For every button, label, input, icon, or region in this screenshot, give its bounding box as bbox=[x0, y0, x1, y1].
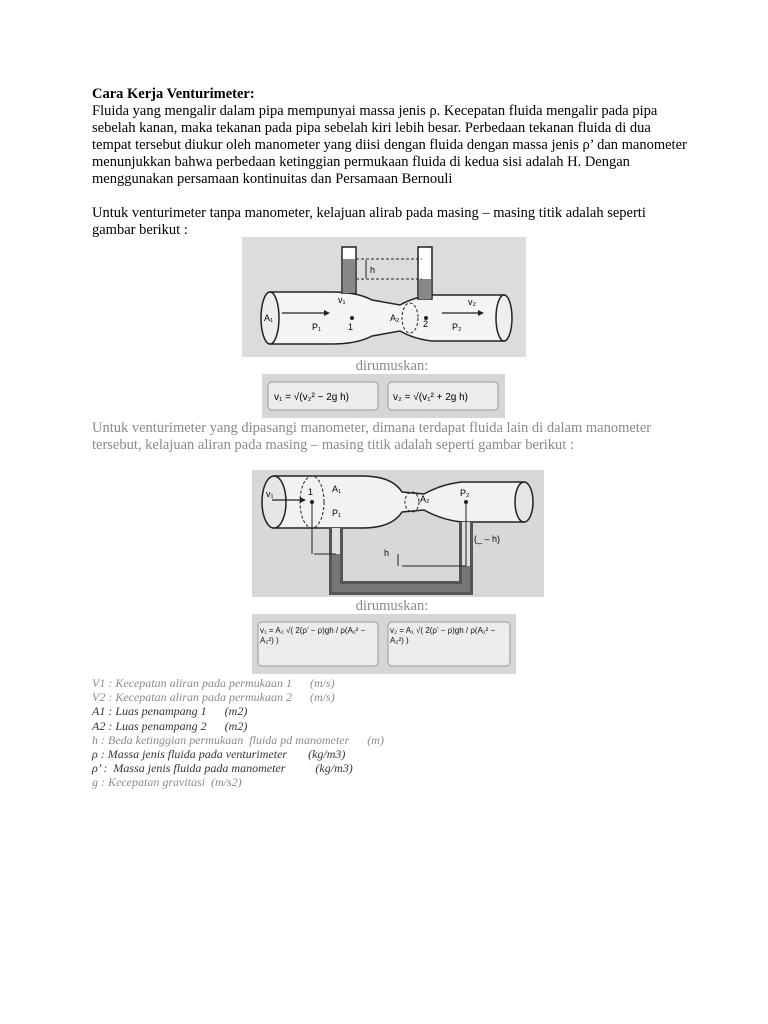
legend-item-a1: A1 : Luas penampang 1 (m2) bbox=[92, 704, 248, 719]
paragraph-2: Untuk venturimeter tanpa manometer, kelajuan alirab pada masing – masing titik adalah seperti gambar berikut : bbox=[92, 205, 646, 238]
label-P1: P₁ bbox=[312, 322, 322, 332]
label-v2: v₂ bbox=[468, 297, 476, 307]
formula-1-left: v₁ = √(v₂² − 2g h) bbox=[274, 392, 349, 403]
label-point-1: 1 bbox=[348, 322, 354, 332]
paragraph-3: Untuk venturimeter yang dipasangi manometer, dimana terdapat fluida lain di dalam manometer tersebut, kelajuan aliran pada masing – masing titik adalah seperti gambar berikut : bbox=[92, 420, 652, 453]
formula-1-right: v₂ = √(v₁² + 2g h) bbox=[393, 392, 468, 403]
pipe-2-left-end bbox=[262, 476, 286, 528]
paragraph-1: Fluida yang mengalir dalam pipa mempunyai massa jenis ρ. Kecepatan fluida mengalir pada pipa sebelah kanan, maka tekanan pada pipa sebelah kiri lebih besar. Perbedaan tekanan fluida di dua tempat tersebut diukur oleh manometer yang diisi dengan fluida dengan massa jenis ρ’ dan manometer menunjukkan bahwa perbedaan ketinggian permukaan fluida di kedua sisi adalah H. Dengan menggunakan persamaan kontinuitas dan Persamaan Bernouli bbox=[92, 103, 687, 187]
formula-box-1 bbox=[262, 374, 505, 418]
formula-2-right: v₂ = A₁ √( 2(ρ’ − ρ)gh / ρ(A₁² − A₂²) ) bbox=[390, 626, 496, 645]
document-body bbox=[92, 86, 692, 239]
p2-dot bbox=[464, 500, 468, 504]
dirumuskan-label-2: dirumuskan: bbox=[355, 598, 429, 614]
figure-venturimeter-dengan-manometer bbox=[252, 470, 544, 597]
label2-point-1: 1 bbox=[308, 487, 314, 497]
point-1-dot bbox=[350, 316, 354, 320]
legend-item-rho: ρ : Massa jenis fluida pada venturimeter (kg/m3) bbox=[92, 747, 346, 762]
label2-right-h: (_ – h) bbox=[474, 534, 501, 544]
legend-item-v2: V2 : Kecepatan aliran pada permukaan 2 (m/s) bbox=[92, 690, 335, 705]
label2-A1: A₁ bbox=[332, 484, 342, 494]
pipe-right-end bbox=[496, 295, 512, 341]
pipe-2-right-end bbox=[515, 482, 533, 522]
spacer bbox=[92, 188, 692, 205]
tube-left-fluid bbox=[343, 259, 355, 293]
label2-P2: P₂ bbox=[460, 488, 470, 498]
label-point-2: 2 bbox=[423, 319, 429, 329]
label-A1: A₁ bbox=[264, 313, 274, 323]
p1-dot bbox=[310, 500, 314, 504]
label-A2: A₂ bbox=[390, 313, 400, 323]
legend-item-h: h : Beda ketinggian permukaan fluida pd manometer (m) bbox=[92, 732, 384, 747]
legend-item-a2: A2 : Luas penampang 2 (m2) bbox=[92, 718, 248, 733]
tube-right-fluid bbox=[419, 279, 431, 299]
label-h: h bbox=[370, 265, 376, 275]
formula-2-left: v₁ = A₂ √( 2(ρ’ − ρ)gh / ρ(A₁² − A₂²) ) bbox=[260, 626, 366, 645]
doc-title: Cara Kerja Venturimeter: bbox=[92, 86, 255, 102]
legend-item-g: g : Kecepatan gravitasi (m/s2) bbox=[92, 775, 242, 790]
label2-A2: A₂ bbox=[420, 494, 430, 504]
label2-P1: P₁ bbox=[332, 508, 342, 518]
dirumuskan-label-1: dirumuskan: bbox=[355, 358, 429, 374]
formula-box-2 bbox=[252, 614, 516, 674]
legend-list bbox=[92, 676, 512, 790]
legend-item-v1: V1 : Kecepatan aliran pada permukaan 1 (m/s) bbox=[92, 676, 335, 690]
label-P2: P₂ bbox=[452, 322, 462, 332]
figure-venturimeter-tanpa-manometer bbox=[242, 237, 526, 357]
label-v1: v₁ bbox=[338, 295, 346, 305]
label2-v1: v₁ bbox=[266, 489, 274, 499]
label2-h: h bbox=[384, 548, 390, 558]
legend-item-rho-prime: ρ’ : Massa jenis fluida pada manometer (kg/m3) bbox=[92, 761, 353, 776]
